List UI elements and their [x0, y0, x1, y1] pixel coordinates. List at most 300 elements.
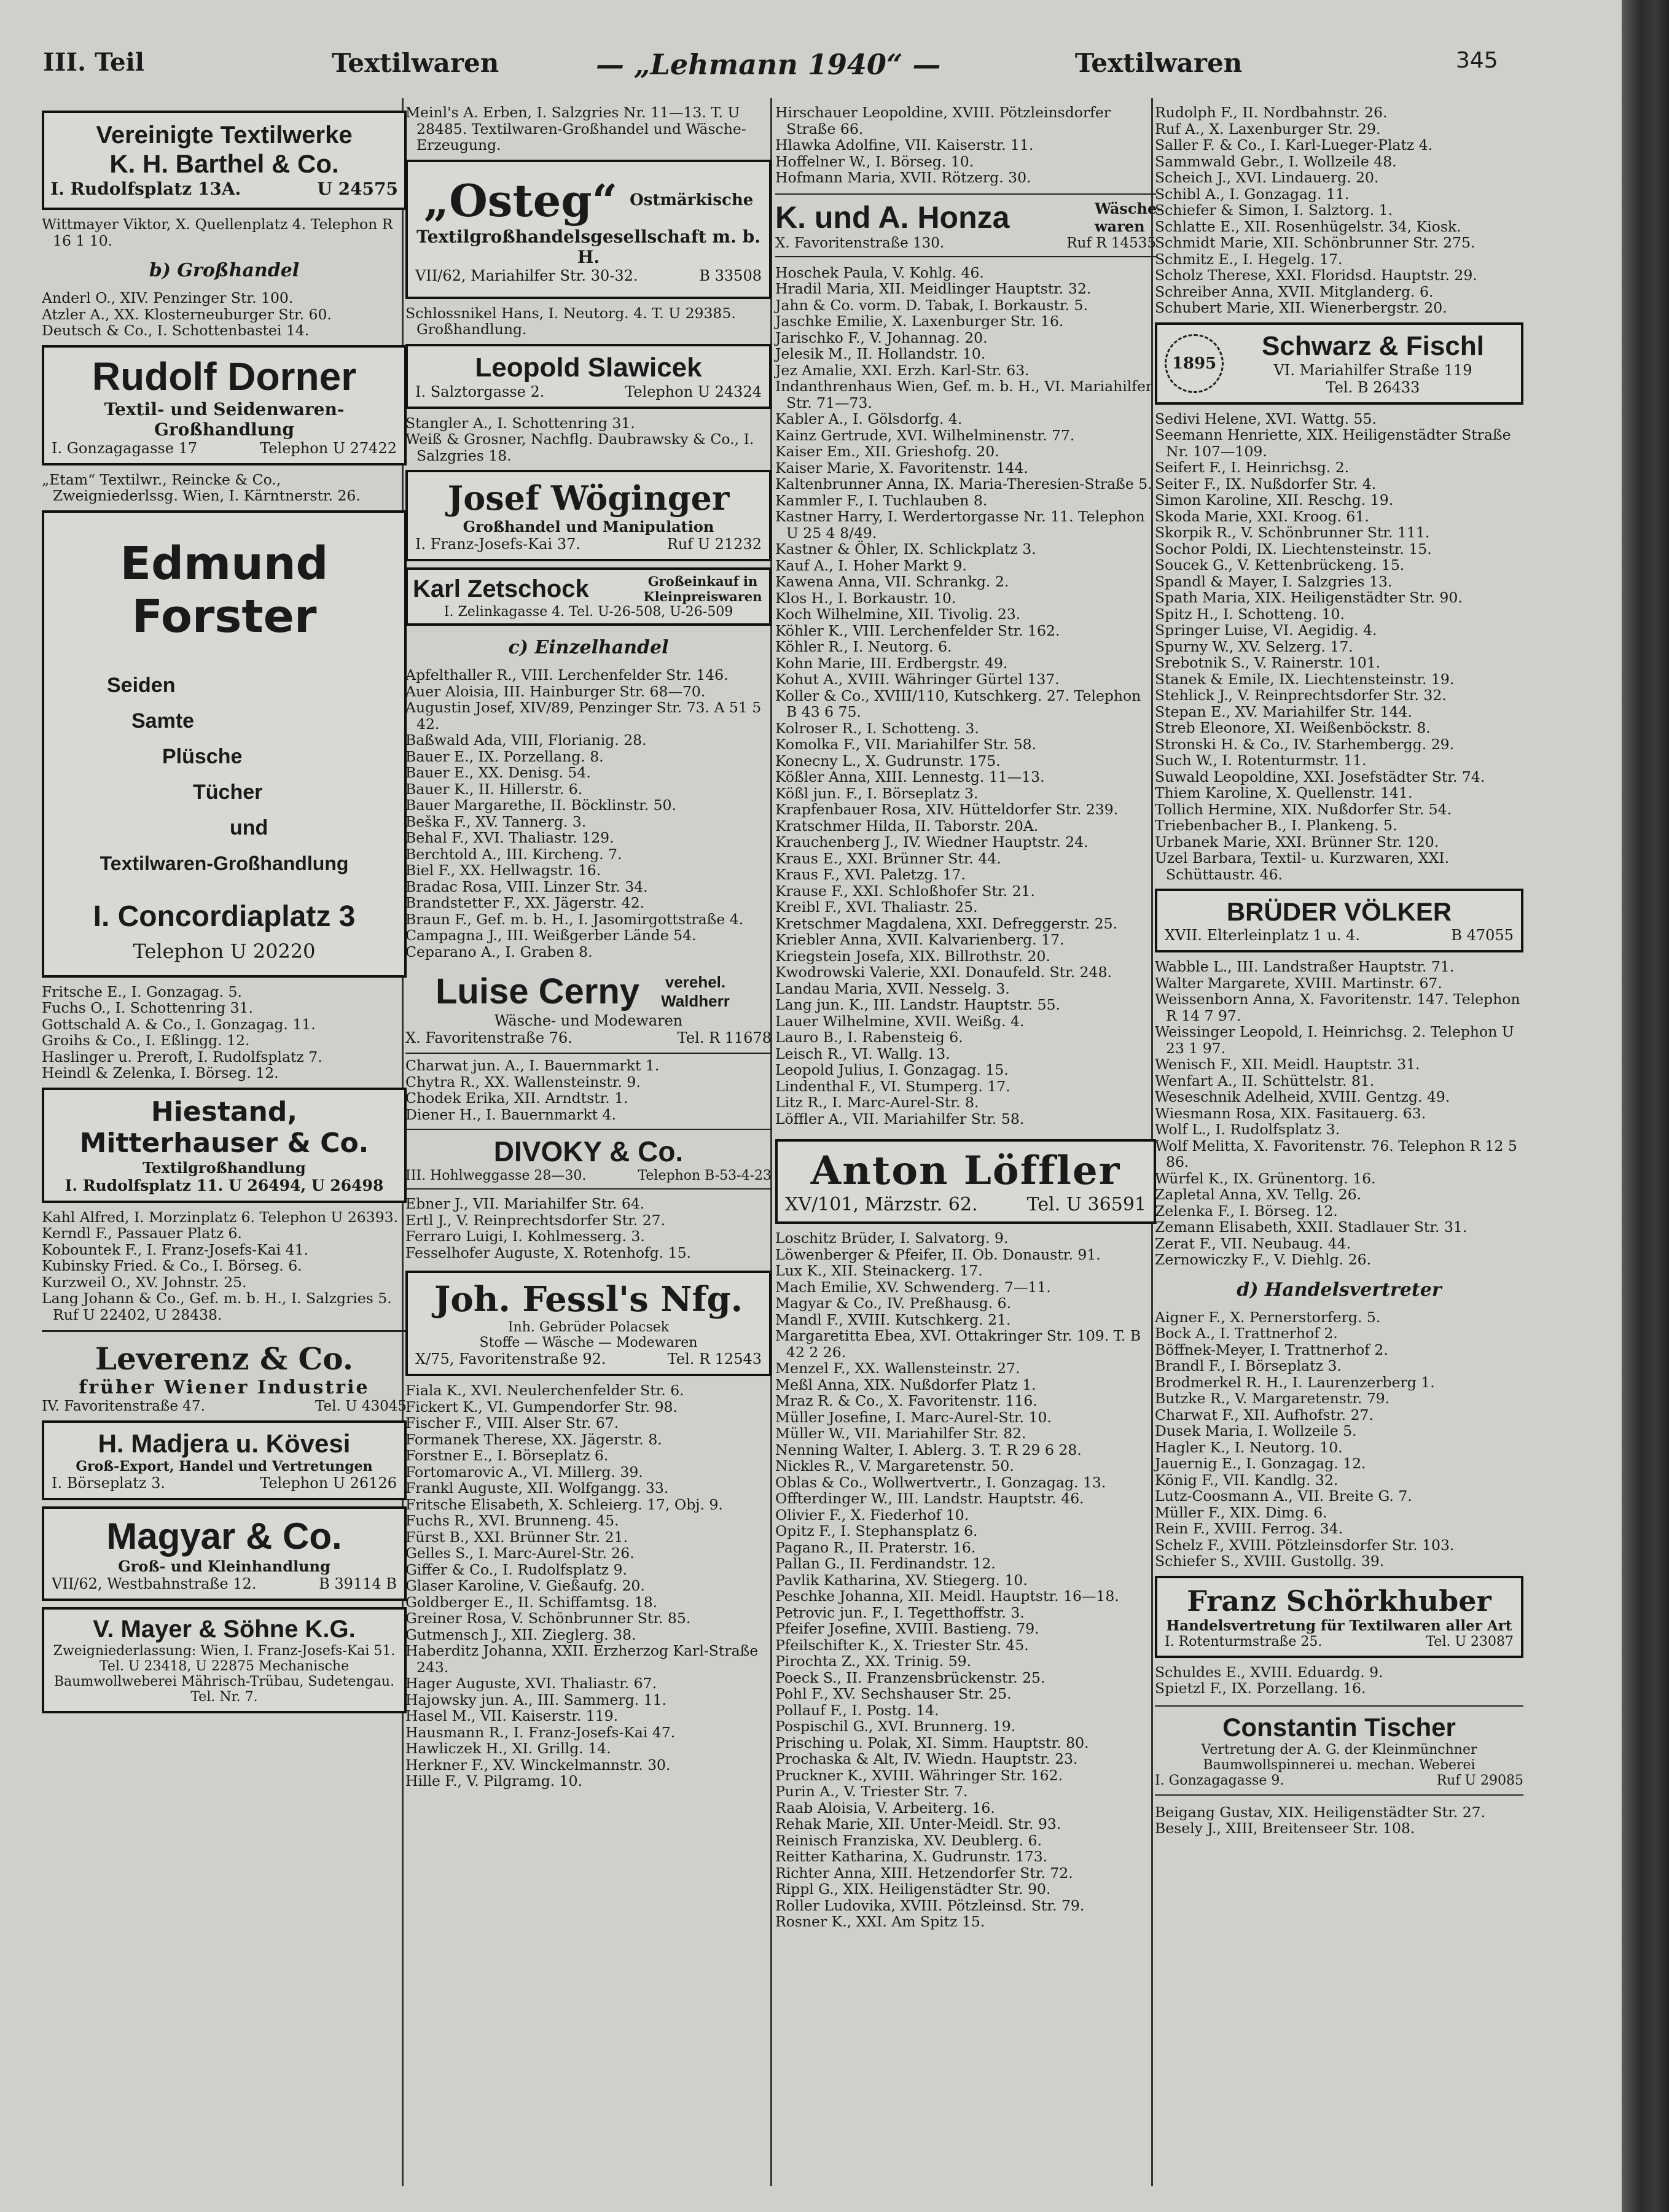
list-item: Baßwald Ada, VIII, Florianig. 28. — [405, 731, 647, 749]
ad-dorner-desc: Textil- und Seidenwaren-Großhandlung — [104, 399, 345, 440]
list-item: Gutmensch J., XII. Zieglerg. 38. — [405, 1626, 636, 1643]
list-item: Kaiser Marie, X. Favoritenstr. 144. — [775, 459, 1028, 477]
list-item: Weseschnik Adelheid, XVIII. Gentzg. 49. — [1155, 1088, 1450, 1105]
column-1 — [42, 104, 407, 1719]
list-item: Seiter F., IX. Nußdorfer Str. 4. — [1155, 475, 1377, 493]
list-item: Hradil Maria, XII. Meidlinger Hauptstr. 32. — [775, 280, 1092, 297]
list-item: Hajowsky jun. A., III. Sammerg. 11. — [405, 1691, 666, 1708]
list-item: Pavlik Katharina, XV. Stiegerg. 10. — [775, 1571, 1028, 1589]
section-label: III. Teil — [43, 48, 144, 77]
ad-osteg-name: „Osteg“ — [423, 174, 618, 227]
list-item: Petrovic jun. F., I. Tegetthoffstr. 3. — [775, 1603, 1025, 1621]
list-item: Scheich J., XVI. Lindauerg. 20. — [1155, 169, 1379, 186]
list-item: Beigang Gustav, XIX. Heiligenstädter Str. 27. — [1155, 1803, 1486, 1821]
list-item: Groihs & Co., I. Eßlingg. 12. — [42, 1032, 250, 1049]
ad-tischer-address: I. Gonzagagasse 9. — [1155, 1772, 1284, 1788]
list-item: Fürst B., XXI. Brünner Str. 21. — [405, 1528, 628, 1546]
list-item: Lang Johann & Co., Gef. m. b. H., I. Salzgries 5. Ruf U 22402, U 28438. — [42, 1290, 392, 1323]
list-item: Bauer E., IX. Porzellang. 8. — [405, 747, 604, 765]
list-item: Sochor Poldi, IX. Liechtensteinstr. 15. — [1155, 540, 1432, 558]
list-item: Wabble L., III. Landstraßer Hauptstr. 71. — [1155, 958, 1455, 975]
list-item: Hoschek Paula, V. Kohlg. 46. — [775, 263, 984, 281]
list-item: Simon Karoline, XII. Reschg. 19. — [1155, 491, 1394, 508]
list-item: Konecny L., X. Gudrunstr. 175. — [775, 752, 1001, 769]
ad-tischer-desc: Vertretung der A. G. der Kleinmünchner Baumwollspinnerei u. mechan. Weberei — [1201, 1742, 1477, 1773]
list-item: Mandl F., XVIII. Kutschkerg. 21. — [775, 1310, 1011, 1328]
list-item: Brodmerkel R. H., I. Laurenzerberg 1. — [1155, 1373, 1435, 1391]
list-item: Lindenthal F., VI. Stumperg. 17. — [775, 1077, 1010, 1095]
ad-cerny-desc: Wäsche- und Modewaren — [494, 1012, 683, 1029]
list-item: Heindl & Zelenka, I. Börseg. 12. — [42, 1064, 279, 1081]
list-item: Pohl F., XV. Sechshauser Str. 25. — [775, 1685, 1012, 1702]
list-item: Indanthrenhaus Wien, Gef. m. b. H., VI. Mariahilfer Str. 71—73. — [775, 378, 1153, 411]
list-item: Srebotnik S., V. Rainerstr. 101. — [1155, 654, 1381, 671]
list-item: Lauro B., I. Rabensteig 6. — [775, 1029, 963, 1046]
list-item: Lutz-Coosmann A., VII. Breite G. 7. — [1155, 1487, 1412, 1505]
list-item: Streb Eleonore, XI. Weißenböckstr. 8. — [1155, 719, 1431, 736]
divider — [405, 1053, 772, 1054]
list-item: Hoffelner W., I. Börseg. 10. — [775, 152, 974, 170]
ad-schwarz-phone: Tel. B 26433 — [1326, 378, 1420, 396]
list-item: Hausmann R., I. Franz-Josefs-Kai 47. — [405, 1723, 676, 1741]
list-item: Meinl's A. Erben, I. Salzgries Nr. 11—13. T. U 28485. Textilwaren-Großhandel und Wäsche-Erzeugung. — [405, 104, 746, 154]
list-item: Auer Aloisia, III. Hainburger Str. 68—70. — [405, 682, 706, 700]
ad-woeginger-name: Josef Wöginger — [447, 478, 730, 518]
list-item: Apfelthaller R., VIII. Lerchenfelder Str. 146. — [405, 666, 729, 683]
list-item: Forstner E., I. Börseplatz 6. — [405, 1447, 609, 1464]
ad-voelker — [1155, 889, 1523, 952]
list-item: Charwat jun. A., I. Bauernmarkt 1. — [405, 1057, 660, 1074]
list-item: Peschke Johanna, XII. Meidl. Hauptstr. 16—18. — [775, 1587, 1119, 1605]
list-item: Zapletal Anna, XV. Tellg. 26. — [1155, 1186, 1362, 1203]
list-item: Spietzl F., IX. Porzellang. 16. — [1155, 1680, 1366, 1697]
list-item: Kohn Marie, III. Erdbergstr. 49. — [775, 654, 1008, 672]
ad-honza — [775, 193, 1163, 257]
ad-leverenz — [42, 1330, 407, 1414]
list-item: Anderl O., XIV. Penzinger Str. 100. — [42, 289, 294, 306]
list-item: Magyar & Co., IV. Preßhausg. 6. — [775, 1295, 1012, 1312]
ad-divoky-address: III. Hohlweggasse 28—30. — [405, 1168, 587, 1183]
list-item: Herkner F., XV. Winckelmannstr. 30. — [405, 1756, 671, 1774]
list-item: Wolf L., I. Rudolfsplatz 3. — [1155, 1121, 1340, 1138]
ad-voelker-address: XVII. Elterleinplatz 1 u. 4. — [1165, 927, 1360, 944]
list-item: Ceparano A., I. Graben 8. — [405, 943, 593, 960]
list-item: Böffnek-Meyer, I. Trattnerhof 2. — [1155, 1341, 1388, 1358]
ad-zetschock-name: Karl Zetschock — [413, 575, 589, 602]
list-item: Ferraro Luigi, I. Kohlmesserg. 3. — [405, 1228, 645, 1245]
list-item: Koch Wilhelmine, XII. Tivolig. 23. — [775, 606, 1021, 623]
list-item: Gelles S., I. Marc-Aurel-Str. 26. — [405, 1544, 635, 1562]
list-item: Raab Aloisia, V. Arbeiterg. 16. — [775, 1799, 995, 1817]
list-item: Pagano R., II. Praterstr. 16. — [775, 1538, 976, 1556]
list-item: Stehlick J., V. Reinprechtsdorfer Str. 32. — [1155, 687, 1447, 704]
list-item: Stanek & Emile, IX. Liechtensteinstr. 19. — [1155, 670, 1455, 688]
ad-schoerkhuber-address: I. Rotenturmstraße 25. — [1165, 1634, 1323, 1649]
ad-woeginger-address: I. Franz-Josefs-Kai 37. — [415, 535, 580, 553]
list-item: Haslinger u. Preroft, I. Rudolfsplatz 7. — [42, 1048, 322, 1065]
ad-fessl-name: Joh. Fessl's Nfg. — [434, 1279, 743, 1320]
list-item: Kriebler Anna, XVII. Kalvarienberg. 17. — [775, 931, 1065, 948]
list-item: Prochaska & Alt, IV. Wiedn. Hauptstr. 23. — [775, 1750, 1078, 1767]
list-item: Hofmann Maria, XVII. Rötzerg. 30. — [775, 169, 1031, 186]
list-item: Stronski H. & Co., IV. Starhembergg. 29. — [1155, 735, 1455, 753]
list-item: Köhler K., VIII. Lerchenfelder Str. 162. — [775, 621, 1060, 639]
book-edge — [1622, 0, 1669, 2212]
list-item: „Etam“ Textilwr., Reincke & Co., Zweigniederlssg. Wien, I. Kärntnerstr. 26. — [42, 470, 361, 504]
ad-fessl-desc: Inh. Gebrüder Polacsek — [507, 1320, 670, 1335]
list-item: Braun F., Gef. m. b. H., I. Jasomirgottstraße 4. — [405, 910, 744, 928]
list-item: Goldberger E., II. Schiffamtsg. 18. — [405, 1593, 658, 1611]
list-item: Richter Anna, XIII. Hetzendorfer Str. 72. — [775, 1864, 1073, 1882]
list-item: Krapfenbauer Rosa, XIV. Hütteldorfer Str. 239. — [775, 801, 1119, 818]
list-item: Schubert Marie, XII. Wienerbergstr. 20. — [1155, 299, 1447, 316]
list-item: Bauer Margarethe, II. Böcklinstr. 50. — [405, 796, 676, 814]
ad-osteg-address: VII/62, Mariahilfer Str. 30-32. — [415, 267, 638, 284]
list-item: Nenning Walter, I. Ablerg. 3. T. R 29 6 28. — [775, 1441, 1082, 1458]
list-item: Fuchs R., XVI. Brunneng. 45. — [405, 1512, 619, 1529]
list-item: Reinisch Franziska, XV. Deublerg. 6. — [775, 1831, 1042, 1849]
list-item: Müller F., XIX. Dimg. 6. — [1155, 1503, 1327, 1521]
list-item: Jauernig E., I. Gonzagag. 12. — [1155, 1455, 1366, 1472]
column-3 — [775, 104, 1163, 1930]
list-item: Meßl Anna, XIX. Nußdorfer Platz 1. — [775, 1376, 1036, 1393]
list-item: Fesselhofer Auguste, X. Rotenhofg. 15. — [405, 1244, 692, 1261]
ad-madjera — [42, 1420, 407, 1500]
list-item: Leopold Julius, I. Gonzagag. 15. — [775, 1061, 1009, 1078]
list-item: Pollauf F., I. Postg. 14. — [775, 1701, 939, 1719]
ad-woeginger — [405, 470, 772, 561]
list-item: Berchtold A., III. Kircheng. 7. — [405, 845, 622, 863]
ad-dorner-phone: Telephon U 27422 — [260, 439, 397, 457]
list-item: Kraus E., XXI. Brünner Str. 44. — [775, 849, 1001, 867]
list-item: Pfeifer Josefine, XVIII. Bastieng. 79. — [775, 1620, 1039, 1637]
list-item: Wiesmann Rosa, XIX. Fasitauerg. 63. — [1155, 1104, 1426, 1122]
ad-forster — [42, 510, 407, 978]
category-label-right: Textilwaren — [1075, 48, 1243, 78]
list-item: Hasel M., VII. Kaiserstr. 119. — [405, 1707, 619, 1724]
list-item: Kobountek F., I. Franz-Josefs-Kai 41. — [42, 1240, 309, 1258]
list-item: Haberditz Johanna, XXII. Erzherzog Karl-Straße 243. — [405, 1642, 759, 1676]
list-item: Löffler A., VII. Mariahilfer Str. 58. — [775, 1110, 1025, 1127]
list-item: Hirschauer Leopoldine, XVIII. Pötzleinsdorfer Straße 66. — [775, 104, 1111, 138]
list-item: Kubinsky Fried. & Co., I. Börseg. 6. — [42, 1257, 302, 1274]
list-item: Koller & Co., XVIII/110, Kutschkerg. 27. Telephon B 43 6 75. — [775, 687, 1141, 720]
ad-tischer-phone: Ruf U 29085 — [1436, 1772, 1523, 1788]
list-item: Lang jun. K., III. Landstr. Hauptstr. 55. — [775, 996, 1060, 1013]
ad-schoerkhuber-name: Franz Schörkhuber — [1187, 1584, 1491, 1618]
list-item: Thiem Karoline, X. Quellenstr. 141. — [1155, 784, 1413, 801]
list-item: Schiefer & Simon, I. Salztorg. 1. — [1155, 201, 1393, 219]
ad-forster-line: Plüsche — [162, 744, 243, 768]
list-item: Schmidt Marie, XII. Schönbrunner Str. 275. — [1155, 234, 1476, 251]
list-item: Sedivi Helene, XVI. Wattg. 55. — [1155, 410, 1377, 427]
list-item: Kauf A., I. Hoher Markt 9. — [775, 556, 967, 574]
list-item: Ebner J., VII. Mariahilfer Str. 64. — [405, 1195, 645, 1212]
ad-dorner — [42, 345, 407, 465]
list-item: Wenisch F., XII. Meidl. Hauptstr. 31. — [1155, 1056, 1420, 1073]
list-item: Landau Maria, XVII. Nesselg. 3. — [775, 979, 1010, 997]
list-item: Oblas & Co., Wollwertvertr., I. Gonzagag. 13. — [775, 1473, 1106, 1491]
ad-madjera-name: H. Madjera u. Kövesi — [98, 1429, 351, 1458]
list-item: Offterdinger W., III. Landstr. Hauptstr. 46. — [775, 1490, 1084, 1507]
list-item: Suwald Leopoldine, XXI. Josefstädter Str. 74. — [1155, 768, 1485, 785]
ad-woeginger-phone: Ruf U 21232 — [666, 535, 762, 553]
list-item: Deutsch & Co., I. Schottenbastei 14. — [42, 322, 310, 339]
list-item: Bock A., I. Trattnerhof 2. — [1155, 1325, 1338, 1342]
ad-voelker-name: BRÜDER VÖLKER — [1226, 897, 1452, 926]
list-item: Behal F., XVI. Thaliastr. 129. — [405, 829, 614, 846]
list-item: Bauer E., XX. Denisg. 54. — [405, 764, 591, 781]
list-item: Frankl Auguste, XII. Wolfgangg. 33. — [405, 1479, 669, 1497]
list-item: Krauchenberg J., IV. Wiedner Hauptstr. 24. — [775, 833, 1089, 851]
ad-leverenz-desc: früher Wiener Industrie — [79, 1377, 370, 1398]
ad-cerny — [405, 971, 772, 1046]
ad-magyar-phone: B 39114 B — [319, 1575, 397, 1592]
ad-tischer-name: Constantin Tischer — [1222, 1712, 1456, 1742]
list-item: Klos H., I. Borkaustr. 10. — [775, 589, 956, 607]
ad-forster-line: Tücher — [193, 780, 263, 804]
list-item: Zelenka F., I. Börseg. 12. — [1155, 1202, 1338, 1220]
list-item: Kretschmer Magdalena, XXI. Defreggerstr. 25. — [775, 914, 1118, 932]
ad-slawicek — [405, 344, 772, 409]
ad-voelker-phone: B 47055 — [1451, 927, 1514, 944]
list-item: Kabler A., I. Gölsdorfg. 4. — [775, 410, 963, 427]
list-item: Soucek G., V. Kettenbrückeng. 15. — [1155, 556, 1405, 574]
list-item: Seifert F., I. Heinrichsg. 2. — [1155, 459, 1350, 476]
ad-madjera-phone: Telephon U 26126 — [260, 1474, 397, 1492]
list-item: Poeck S., II. Franzensbrückenstr. 25. — [775, 1669, 1046, 1686]
column-2 — [405, 104, 772, 1789]
list-item: Fortomarovic A., VI. Millerg. 39. — [405, 1463, 643, 1481]
list-item: Saller F. & Co., I. Karl-Lueger-Platz 4. — [1155, 136, 1433, 154]
list-item: Fiala K., XVI. Neulerchenfelder Str. 6. — [405, 1382, 684, 1399]
ad-cerny-address: X. Favoritenstraße 76. — [405, 1029, 573, 1046]
list-item: Kraus F., XVI. Paletzg. 17. — [775, 866, 966, 883]
ad-schoerkhuber-desc: Handelsvertretung für Textilwaren aller Art — [1166, 1617, 1512, 1634]
list-item: Biel F., XX. Hellwagstr. 16. — [405, 862, 601, 879]
list-item: Gottschald A. & Co., I. Gonzagag. 11. — [42, 1015, 316, 1033]
list-item: Kaltenbrunner Anna, IX. Maria-Theresien-Straße 5. — [775, 475, 1152, 493]
ad-osteg-phone: B 33508 — [699, 267, 762, 284]
list-item: Urbanek Marie, XXI. Brünner Str. 120. — [1155, 833, 1439, 851]
ad-osteg — [405, 160, 772, 299]
list-item: Fickert K., VI. Gumpendorfer Str. 98. — [405, 1398, 678, 1416]
ad-leverenz-address: IV. Favoritenstraße 47. — [42, 1398, 205, 1414]
list-item: Stangler A., I. Schottenring 31. — [405, 414, 635, 432]
ad-madjera-address: I. Börseplatz 3. — [52, 1474, 165, 1492]
list-item: Seemann Henriette, XIX. Heiligenstädter Straße Nr. 107—109. — [1155, 426, 1511, 460]
list-item: Kammler F., I. Tuchlauben 8. — [775, 491, 988, 509]
category-label-left: Textilwaren — [332, 48, 499, 78]
ad-barthel — [42, 111, 407, 210]
list-item: Glaser Karoline, V. Gießaufg. 20. — [405, 1577, 645, 1594]
list-item: Campagna J., III. Weißgerber Lände 54. — [405, 927, 697, 944]
list-item: Kerndl F., Passauer Platz 6. — [42, 1225, 242, 1242]
ad-forster-phone: Telephon U 20220 — [133, 939, 316, 963]
list-item: Dusek Maria, I. Wollzeile 5. — [1155, 1422, 1357, 1439]
list-item: Brandstetter F., XX. Jägerstr. 42. — [405, 894, 645, 911]
ad-loeffler-address: XV/101, Märzstr. 62. — [785, 1194, 978, 1215]
list-item: Fischer F., VIII. Alser Str. 67. — [405, 1414, 619, 1431]
list-item: Greiner Rosa, V. Schönbrunner Str. 85. — [405, 1610, 691, 1627]
ad-osteg-name2: Ostmärkische — [630, 191, 754, 209]
list-item: Giffer & Co., I. Rudolfsplatz 9. — [405, 1560, 627, 1578]
ad-hiestand — [42, 1088, 407, 1203]
list-item: Rudolph F., II. Nordbahnstr. 26. — [1155, 104, 1388, 121]
list-item: Roller Ludovika, XVIII. Pötzleinsd. Str. 79. — [775, 1896, 1085, 1914]
ad-osteg-desc: Textilgroßhandelsgesellschaft m. b. H. — [416, 226, 760, 267]
list-item: Loschitz Brüder, I. Salvatorg. 9. — [775, 1229, 1009, 1247]
list-item: Springer Luise, VI. Aegidig. 4. — [1155, 621, 1377, 639]
ad-magyar-desc: Groß- und Kleinhandlung — [118, 1557, 330, 1575]
list-item: Mraz R. & Co., X. Favoritenstr. 116. — [775, 1392, 1038, 1409]
list-item: Weiß & Grosner, Nachflg. Daubrawsky & Co., I. Salzgries 18. — [405, 430, 754, 464]
column-4 — [1155, 104, 1523, 1837]
section-heading: c) Einzelhandel — [508, 637, 669, 658]
list-item: Skorpik R., V. Schönbrunner Str. 111. — [1155, 524, 1430, 541]
list-item: Wenfart A., II. Schüttelstr. 81. — [1155, 1072, 1375, 1089]
list-item: Hlawka Adolfine, VII. Kaiserstr. 11. — [775, 136, 1034, 154]
list-item: Lux K., XII. Steinackerg. 17. — [775, 1262, 983, 1279]
section-heading: d) Handelsvertreter — [1237, 1279, 1442, 1301]
list-item: Krause F., XXI. Schloßhofer Str. 21. — [775, 882, 1035, 900]
list-item: Chytra R., XX. Wallensteinstr. 9. — [405, 1073, 641, 1091]
ad-hiestand-name: Hiestand, Mitterhauser & Co. — [79, 1096, 369, 1159]
list-item: Kolroser R., I. Schotteng. 3. — [775, 719, 979, 737]
list-item: Pallan G., II. Ferdinandstr. 12. — [775, 1555, 996, 1572]
list-item: Schlatte E., XII. Rosenhügelstr. 34, Kiosk. — [1155, 217, 1461, 235]
list-item: Scholz Therese, XXI. Floridsd. Hauptstr. 29. — [1155, 267, 1477, 284]
list-item: Jaschke Emilie, X. Laxenburger Str. 16. — [775, 313, 1064, 330]
list-item: Sammwald Gebr., I. Wollzeile 48. — [1155, 152, 1397, 170]
ad-mayer-name: V. Mayer & Söhne K.G. — [93, 1616, 356, 1643]
ad-magyar-name: Magyar & Co. — [106, 1516, 342, 1557]
list-item: Stepan E., XV. Mariahilfer Str. 144. — [1155, 703, 1412, 720]
ad-woeginger-desc: Großhandel und Manipulation — [463, 518, 714, 535]
list-item: Butzke R., V. Margaretenstr. 79. — [1155, 1390, 1390, 1407]
ad-schoerkhuber — [1155, 1576, 1523, 1658]
ad-honza-phone: Ruf R 14535 — [1066, 235, 1156, 251]
ad-leverenz-name: Leverenz & Co. — [95, 1341, 354, 1377]
list-item: Augustin Josef, XIV/89, Penzinger Str. 73. A 51 5 42. — [405, 699, 762, 733]
list-item: Spandl & Mayer, I. Salzgries 13. — [1155, 572, 1393, 590]
ad-mayer-desc: Zweigniederlassung: Wien, I. Franz-Josefs-Kai 51. Tel. U 23418, U 22875 Mechanische Baumwollweberei Mährisch-Trübau, Sudetengau. Tel. Nr. 7. — [53, 1643, 396, 1705]
list-item: Such W., I. Rotenturmstr. 11. — [1155, 752, 1367, 769]
list-item: Kurzweil O., XV. Johnstr. 25. — [42, 1273, 247, 1291]
ad-schwarz — [1155, 322, 1523, 405]
ad-schwarz-year: 1895 — [1171, 354, 1217, 373]
list-item: Löwenberger & Pfeifer, II. Ob. Donaustr. 91. — [775, 1245, 1101, 1263]
list-item: Leisch R., VI. Wallg. 13. — [775, 1045, 950, 1062]
list-item: Jahn & Co. vorm. D. Tabak, I. Borkaustr. 5. — [775, 296, 1088, 314]
list-item: Wolf Melitta, X. Favoritenstr. 76. Telephon R 12 5 86. — [1155, 1137, 1517, 1170]
list-item: Ruf A., X. Laxenburger Str. 29. — [1155, 120, 1381, 138]
ad-forster-line: und — [230, 816, 268, 839]
list-item: Formanek Therese, XX. Jägerstr. 8. — [405, 1430, 662, 1448]
ad-zetschock-desc: Großeinkauf in Kleinpreiswaren — [643, 574, 762, 604]
list-item: Zerat F., VII. Neubaug. 44. — [1155, 1234, 1351, 1252]
ad-forster-address: I. Concordiaplatz 3 — [93, 900, 356, 933]
list-item: Spath Maria, XIX. Heiligenstädter Str. 90. — [1155, 589, 1463, 606]
list-item: Pfeilschifter K., X. Triester Str. 45. — [775, 1636, 1029, 1654]
list-item: Reitter Katharina, X. Gudrunstr. 173. — [775, 1848, 1048, 1865]
list-item: Schelz F., XVIII. Pötzleinsdorfer Str. 103. — [1155, 1536, 1455, 1554]
list-item: Triebenbacher B., I. Plankeng. 5. — [1155, 817, 1397, 834]
list-item: Jarischko F., V. Johannag. 20. — [775, 329, 988, 346]
ad-cerny-note: verehel. Waldherr — [661, 972, 730, 1010]
list-item: Kwodrowski Valerie, XXI. Donaufeld. Str. 248. — [775, 964, 1112, 981]
ad-forster-line: Samte — [131, 709, 195, 733]
list-item: Zemann Elisabeth, XXII. Stadlauer Str. 31. — [1155, 1218, 1468, 1236]
ad-forster-line: Seiden — [107, 673, 176, 697]
ad-zetschock-address: I. Zelinkagasse 4. Tel. U-26-508, U-26-509 — [444, 604, 733, 620]
list-item: Kohut A., XVIII. Währinger Gürtel 137. — [775, 671, 1060, 688]
list-item: Weissinger Leopold, I. Heinrichsg. 2. Telephon U 23 1 97. — [1155, 1023, 1514, 1057]
list-item: Opitz F., I. Stephansplatz 6. — [775, 1522, 978, 1540]
list-item: Litz R., I. Marc-Aurel-Str. 8. — [775, 1094, 979, 1111]
list-item: Margaretitta Ebea, XVI. Ottakringer Str. 109. T. B 42 2 26. — [775, 1327, 1141, 1361]
list-item: Menzel F., XX. Wallensteinstr. 27. — [775, 1360, 1020, 1377]
ad-zetschock — [405, 567, 772, 626]
list-item: Pospischil G., XVI. Brunnerg. 19. — [775, 1718, 1016, 1735]
list-item: Kahl Alfred, I. Morzinplatz 6. Telephon U 26393. — [42, 1208, 399, 1226]
list-item: Köhler R., I. Neutorg. 6. — [775, 638, 952, 655]
list-item: Kößler Anna, XIII. Lennestg. 11—13. — [775, 768, 1045, 785]
list-item: Charwat F., XII. Aufhofstr. 27. — [1155, 1406, 1374, 1423]
ad-slawicek-address: I. Salztorgasse 2. — [415, 383, 545, 400]
list-item: Uzel Barbara, Textil- u. Kurzwaren, XXI. Schüttaustr. 46. — [1155, 849, 1450, 883]
ad-magyar — [42, 1506, 407, 1601]
list-item: Schibl A., I. Gonzagag. 11. — [1155, 185, 1350, 203]
list-item: Hille F., V. Pilgramg. 10. — [405, 1772, 583, 1789]
list-item: Atzler A., XX. Klosterneuburger Str. 60. — [42, 305, 332, 323]
list-item: Kawena Anna, VII. Schrankg. 2. — [775, 573, 1009, 590]
list-item: Diener H., I. Bauernmarkt 4. — [405, 1105, 616, 1123]
list-item: Kriegstein Josefa, XIX. Billrothstr. 20. — [775, 947, 1050, 965]
list-item: Jez Amalie, XXI. Erzh. Karl-Str. 63. — [775, 361, 1030, 379]
list-item: Komolka F., VII. Mariahilfer Str. 58. — [775, 736, 1037, 753]
ad-honza-name: K. und A. Honza — [775, 200, 1010, 235]
list-item: Kastner Harry, I. Werdertorgasse Nr. 11. Telephon U 25 4 8/49. — [775, 508, 1145, 542]
ad-divoky-phone: Telephon B-53-4-23 — [638, 1168, 772, 1183]
list-item: Rippl G., XIX. Heiligenstädter Str. 90. — [775, 1880, 1051, 1898]
ad-dorner-address: I. Gonzagagasse 17 — [52, 439, 198, 457]
list-item: Ertl J., V. Reinprechtsdorfer Str. 27. — [405, 1211, 666, 1229]
list-item: Hager Auguste, XVI. Thaliastr. 67. — [405, 1675, 657, 1692]
list-item: Würfel K., IX. Grünentorg. 16. — [1155, 1169, 1376, 1187]
list-item: Fritsche Elisabeth, X. Schleierg. 17, Obj. 9. — [405, 1495, 723, 1513]
ad-schwarz-address: VI. Mariahilfer Straße 119 — [1273, 361, 1472, 379]
list-item: Kratschmer Hilda, II. Taborstr. 20A. — [775, 817, 1039, 835]
list-item: Spurny W., XV. Selzerg. 17. — [1155, 637, 1353, 655]
list-item: Müller W., VII. Mariahilfer Str. 82. — [775, 1425, 1026, 1442]
page-header — [43, 48, 1498, 91]
ad-barthel-name2: K. H. Barthel & Co. — [109, 149, 339, 178]
ad-fessl — [405, 1271, 772, 1376]
list-item: Besely J., XIII, Breitenseer Str. 108. — [1155, 1820, 1415, 1837]
publication-title: — „Lehmann 1940“ — — [596, 48, 941, 81]
list-item: Prisching u. Polak, XI. Simm. Hauptstr. 80. — [775, 1734, 1089, 1751]
list-item: Walter Margarete, XVIII. Martinstr. 67. — [1155, 974, 1442, 992]
list-item: Nickles R., V. Margaretenstr. 50. — [775, 1457, 1014, 1474]
list-item: Pirochta Z., XX. Trinig. 59. — [775, 1653, 972, 1670]
list-item: Bradac Rosa, VIII. Linzer Str. 34. — [405, 878, 648, 895]
ad-slawicek-name: Leopold Slawicek — [475, 352, 702, 383]
list-item: Bauer K., II. Hillerstr. 6. — [405, 780, 583, 798]
ad-fessl-phone: Tel. R 12543 — [667, 1350, 762, 1368]
ad-forster-line: Textilwaren-Großhandlung — [100, 852, 349, 874]
ad-magyar-address: VII/62, Westbahnstraße 12. — [52, 1575, 257, 1592]
